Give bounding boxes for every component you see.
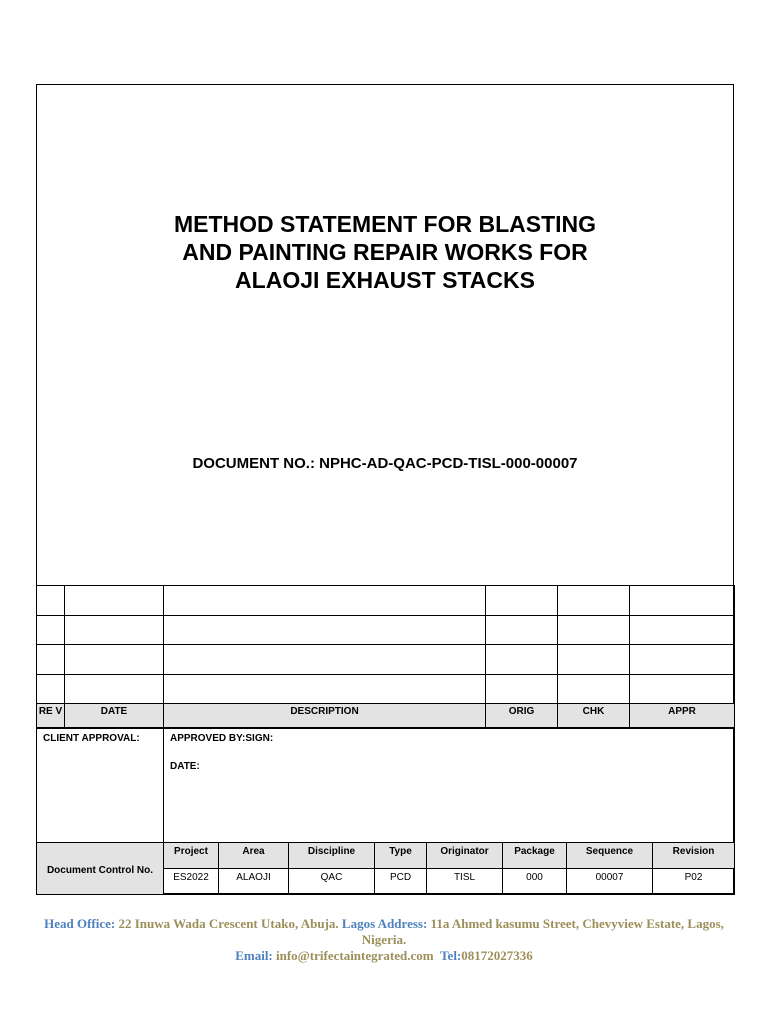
page-footer <box>30 916 738 964</box>
document-title <box>37 210 733 294</box>
lagos-address: 11a Ahmed kasumu Street, Chevyview Estate, Lagos, Nigeria. <box>361 916 724 947</box>
revision-row <box>37 615 735 645</box>
control-value: 00007 <box>567 869 653 895</box>
orig-header: ORIG <box>486 704 558 729</box>
tel-label: Tel: <box>440 948 462 963</box>
revision-row <box>37 645 735 675</box>
chk-header: CHK <box>558 704 630 729</box>
control-value: QAC <box>289 869 375 895</box>
approval-section <box>36 727 735 844</box>
control-header: Project <box>164 843 219 869</box>
revision-row <box>37 674 735 704</box>
revision-row <box>37 586 735 616</box>
control-header: Sequence <box>567 843 653 869</box>
control-value: ES2022 <box>164 869 219 895</box>
control-header-row <box>37 843 735 869</box>
revision-table <box>36 585 735 729</box>
lagos-address-label: Lagos Address: <box>341 916 428 931</box>
control-header: Discipline <box>289 843 375 869</box>
client-approval-cell <box>37 728 164 844</box>
appr-header: APPR <box>630 704 735 729</box>
control-header: Package <box>503 843 567 869</box>
date-header: DATE <box>65 704 164 729</box>
title-line-2: AND PAINTING REPAIR WORKS FOR <box>182 239 588 265</box>
revision-header-row <box>37 704 735 729</box>
email-link[interactable]: info@trifectaintegrated.com <box>276 948 434 963</box>
description-header: DESCRIPTION <box>164 704 486 729</box>
title-line-1: METHOD STATEMENT FOR BLASTING <box>173 211 597 237</box>
approved-by-cell <box>164 728 735 844</box>
control-header: Revision <box>653 843 735 869</box>
document-number: DOCUMENT NO.: NPHC-AD-QAC-PCD-TISL-000-00007 <box>192 455 578 472</box>
document-frame <box>36 84 734 894</box>
head-office-label: Head Office: <box>44 916 116 931</box>
document-control-table <box>36 842 735 895</box>
control-value: 000 <box>503 869 567 895</box>
document-control-label: Document Control No. <box>37 843 164 895</box>
control-value: ALAOJI <box>219 869 289 895</box>
control-value: P02 <box>653 869 735 895</box>
control-header: Area <box>219 843 289 869</box>
rev-header: RE V <box>37 704 65 729</box>
control-value: TISL <box>427 869 503 895</box>
head-office-address: 22 Inuwa Wada Crescent Utako, Abuja. <box>118 916 339 931</box>
title-line-3: ALAOJI EXHAUST STACKS <box>235 267 535 293</box>
control-value: PCD <box>375 869 427 895</box>
tel-number: 08172027336 <box>461 948 533 963</box>
client-approval-label: CLIENT APPROVAL: <box>43 733 140 744</box>
control-header: Type <box>375 843 427 869</box>
approved-by-label: APPROVED BY:SIGN: <box>170 733 274 744</box>
email-label: Email: <box>235 948 273 963</box>
approval-date-label: DATE: <box>170 761 200 772</box>
control-header: Originator <box>427 843 503 869</box>
